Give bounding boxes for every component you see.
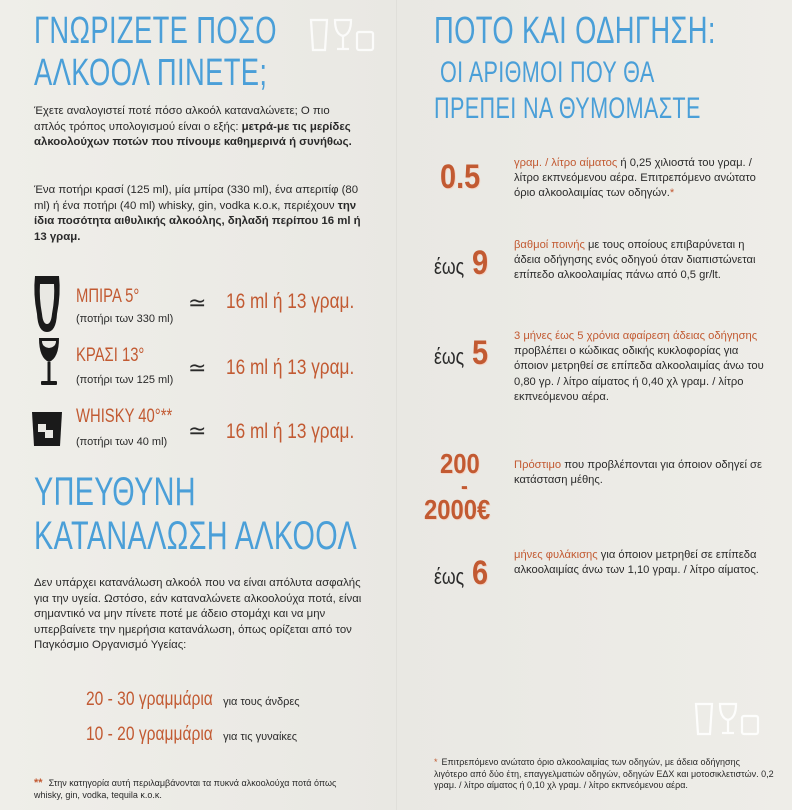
drink-equiv-beer: 16 ml ή 13 γραμ. [226, 290, 355, 313]
stat-highlight-5: 3 μήνες έως 5 χρόνια αφαίρεση άδειας οδήγησης [514, 330, 758, 342]
glasses-watermark-icon-bottom [690, 700, 762, 738]
stat-number-6: 6 [472, 554, 489, 592]
stat-text-200 [514, 458, 764, 488]
stat-prefix-6: έως [434, 564, 465, 589]
stat-highlight-6: μήνες φυλάκισης [514, 549, 598, 561]
stat-star-0-5: * [669, 187, 675, 200]
left-footnote-mark: ** [34, 777, 43, 789]
drink-name-wine: ΚΡΑΣΙ 13° [76, 345, 145, 366]
stat-text-0-5 [514, 156, 764, 202]
left-title-line2: ΑΛΚΟΟΛ ΠΙΝΕΤΕ; [34, 52, 268, 94]
men-limit [86, 689, 300, 711]
stat-body-9: με τους οποίους επιβαρύνεται η άδεια οδήγησης ενός οδηγού όταν διαπιστώνεται επίπεδο αλκοολαιμίας πάνω από 0,5 gr/lt. [514, 239, 756, 282]
stat-highlight-9: βαθμοί ποινής [514, 239, 585, 251]
men-limit-value: 20 - 30 γραμμάρια [86, 689, 213, 710]
approx-sign-whisky: ≃ [188, 418, 207, 443]
stat-highlight-0-5: γραμ. / λίτρο αίματος [514, 157, 618, 169]
stat-number-0-5: 0.5 [440, 158, 481, 196]
portion-bold: την ίδια ποσότητα αιθυλικής αλκοόλης, δηλαδή περίπου 16 ml ή 13 γραμ. [34, 199, 361, 243]
drink-name-whisky: WHISKY 40°** [76, 406, 173, 427]
women-limit [86, 724, 297, 746]
stat-body-0-5: ή 0,25 χιλιοστά του γραμ. / λίτρο εκπνεόμενου αέρα. Επιτρεπόμενο ανώτατο όριο αλκοολαιμίας των οδηγών. [514, 157, 756, 200]
left-footnote-text: Στην κατηγορία αυτή περιλαμβάνονται τα πυκνά αλκοολούχα ποτά όπως whisky, gin, vodka, tequila κ.ο.κ. [34, 778, 337, 800]
whisky-glass-icon [30, 410, 64, 448]
right-footnote-mark: * [434, 757, 438, 767]
drink-sub-beer: (ποτήρι των 330 ml) [76, 313, 174, 325]
responsible-title-line1: ΥΠΕΥΘΥΝΗ [34, 470, 196, 514]
drink-equiv-wine: 16 ml ή 13 γραμ. [226, 356, 355, 379]
stat-number-dash: - [461, 473, 468, 500]
approx-sign-wine: ≃ [188, 355, 207, 380]
stat-number-2000: 2000€ [424, 494, 491, 525]
right-footnote [434, 757, 774, 792]
drink-equiv-whisky: 16 ml ή 13 γραμ. [226, 420, 355, 443]
drink-name-beer: ΜΠΙΡΑ 5° [76, 286, 140, 307]
stat-highlight-200: Πρόστιμο [514, 459, 562, 471]
stat-number-5: 5 [472, 334, 489, 372]
drink-sub-whisky: (ποτήρι των 40 ml) [76, 436, 168, 448]
portion-paragraph [34, 183, 364, 245]
stat-text-9 [514, 238, 764, 284]
stat-body-5: προβλέπει ο κώδικας οδικής κυκλοφορίας για όποιον μετρηθεί σε επίπεδα αλκοολαιμίας άνω του 0,80 γρ. / λίτρο αίματος ή 0,40 χλ γραμ. / λίτρο εκπνεόμενου αέρα. [514, 345, 764, 403]
beer-glass-icon [32, 274, 62, 334]
stat-number-9: 9 [472, 244, 489, 282]
intro-text: Έχετε αναλογιστεί ποτέ πόσο αλκοόλ καταναλώνετε; Ο πιο απλός τρόπος υπολογισμού είναι ο εξής: [34, 105, 330, 133]
column-divider [396, 0, 397, 810]
stat-text-5 [514, 329, 764, 405]
right-title-line2: ΟΙ ΑΡΙΘΜΟΙ ΠΟΥ ΘΑ [440, 56, 655, 89]
intro-bold: μετρά-με τις μερίδες αλκοολούχων ποτών που πίνουμε καθημερινά ή συνήθως. [34, 120, 352, 149]
stat-text-6 [514, 548, 764, 578]
drink-sub-wine: (ποτήρι των 125 ml) [76, 374, 174, 386]
left-footnote [34, 778, 364, 801]
stat-prefix-9: έως [434, 254, 465, 279]
left-title-line1: ΓΝΩΡΙΖΕΤΕ ΠΟΣΟ [34, 10, 277, 52]
men-limit-text: για τους άνδρες [223, 696, 300, 708]
intro-paragraph [34, 104, 364, 151]
portion-text: Ένα ποτήρι κρασί (125 ml), μία μπίρα (330 ml), ένα απεριτίφ (80 ml) ή ένα ποτήρι (40 ml) whisky, gin, vodka κ.ο.κ, περιέχουν [34, 184, 359, 212]
stat-prefix-5: έως [434, 344, 465, 369]
approx-sign-beer: ≃ [188, 290, 207, 315]
women-limit-value: 10 - 20 γραμμάρια [86, 724, 213, 745]
wine-glass-icon [37, 336, 61, 388]
right-title-line1: ΠΟΤΟ ΚΑΙ ΟΔΗΓΗΣΗ: [434, 10, 716, 52]
right-footnote-text: Επιτρεπόμενο ανώτατο όριο αλκοολαιμίας των οδηγών, με άδεια οδήγησης λιγότερο από δύο έτη, επαγγελματιών οδηγών, οδηγών ΕΔΧ και μοτοσικλετιστών. 0,2 γραμ. / λίτρο αίματος ή 0,10 χλ γραμ. / λίτρο εκπνεόμενου αέρα. [434, 757, 774, 790]
stat-body-200: που προβλέπονται για όποιον οδηγεί σε κατάσταση μέθης. [514, 459, 762, 487]
stat-body-6: για όποιον μετρηθεί σε επίπεδα αλκοολαιμίας άνω των 1,10 γραμ. / λίτρο αίματος. [514, 549, 759, 577]
right-title-line3: ΠΡΕΠΕΙ ΝΑ ΘΥΜΟΜΑΣΤΕ [434, 92, 701, 125]
women-limit-text: για τις γυναίκες [223, 731, 298, 743]
stat-number-200: 200 [440, 448, 480, 479]
responsible-title-line2: ΚΑΤΑΝΑΛΩΣΗ ΑΛΚΟΟΛ [34, 514, 358, 558]
responsible-paragraph: Δεν υπάρχει κατανάλωση αλκοόλ που να είναι απόλυτα ασφαλής για την υγεία. Ωστόσο, εάν καταναλώνετε αλκοολούχα ποτά, είναι σημαντικό να μην πίνετε ποτέ με άδειο στομάχι και να μην υπερβαίνετε την ημερήσια κατανάλωση, όπως ορίζεται από τον Παγκόσμιο Οργανισμό Υγείας: [34, 577, 362, 652]
glasses-watermark-icon [305, 16, 375, 54]
